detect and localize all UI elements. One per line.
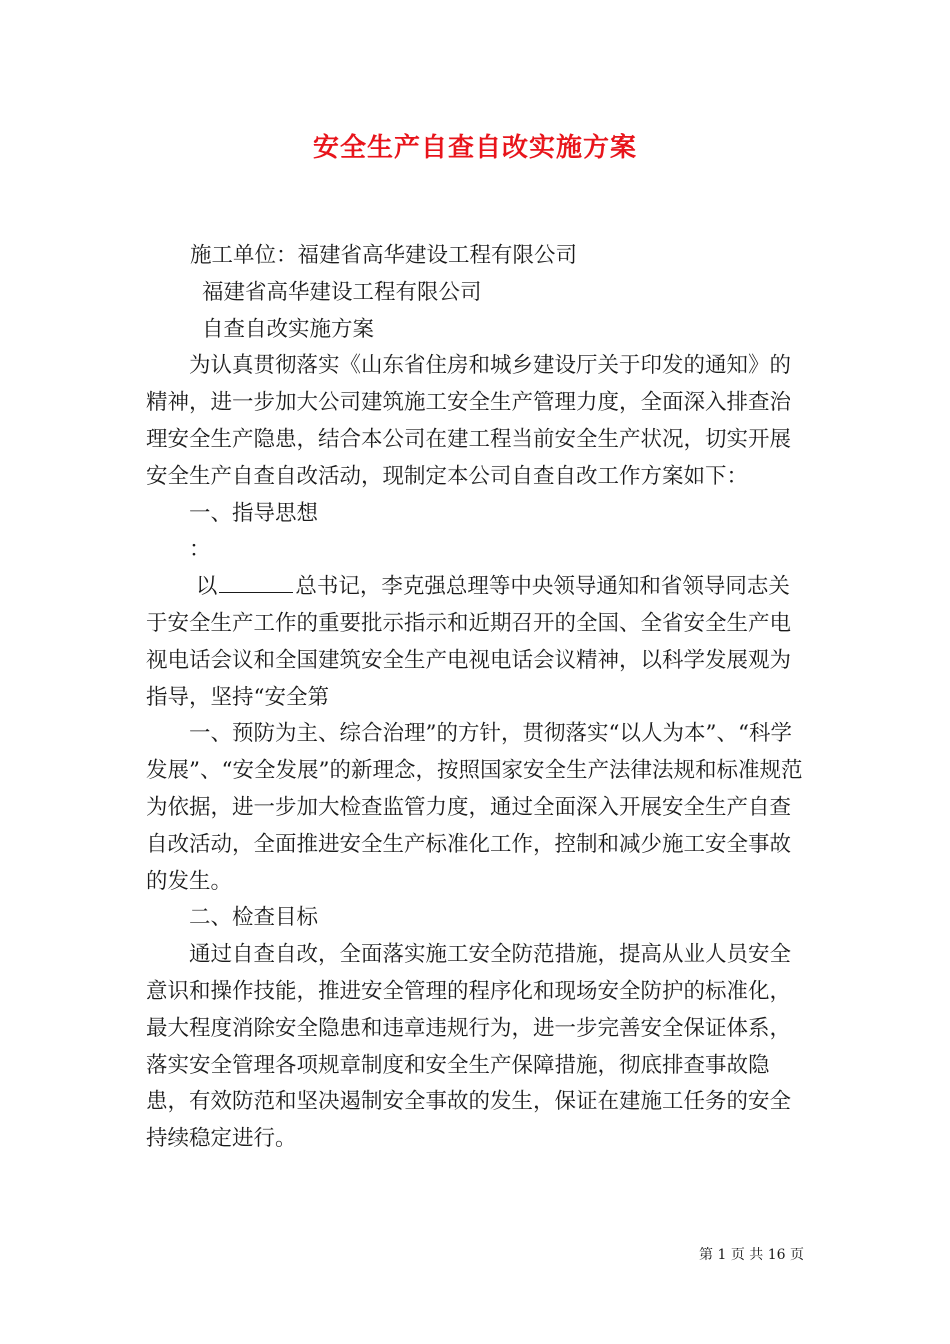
section2-heading: 二、检查目标 xyxy=(189,905,319,931)
section1-heading: 一、指导思想 xyxy=(189,500,319,526)
guide-prefix: 以 xyxy=(195,574,218,600)
fill-in-blank xyxy=(219,574,293,593)
document-body xyxy=(146,238,808,1158)
guide-continuation: 一、预防为主、综合治理”的方针，贯彻落实“以人为本”、“科学发展”、“安全发展”的新理念，按照国家安全生产法律法规和标准规范为依据，进一步加大检查监管力度，通过全面深入开展安全生产自查自改活动，全面推进安全生产标准化工作，控制和减少施工安全事故的发生。 xyxy=(146,721,803,894)
unit-line: 施工单位：福建省高华建设工程有限公司 xyxy=(190,243,578,268)
guide-rest: 总书记，李克强总理等中央领导通知和省领导同志关于安全生产工作的重要批示指示和近期召开的全国、全省安全生产电视电话会议和全国建筑安全生产电视电话会议精神，以科学发展观为指导，坚持“安全第 xyxy=(146,574,792,710)
document-title: 安全生产自查自改实施方案 xyxy=(312,133,637,163)
goal-paragraph: 通过自查自改，全面落实施工安全防范措施，提高从业人员安全意识和操作技能，推进安全管理的程序化和现场安全防护的标准化，最大程度消除安全隐患和违章违规行为，进一步完善安全保证体系，落实安全管理各项规章制度和安全生产保障措施，彻底排查事故隐患，有效防范和坚决遏制安全事故的发生，保证在建施工任务的安全持续稳定进行。 xyxy=(146,942,792,1152)
intro-paragraph: 为认真贯彻落实《山东省住房和城乡建设厅关于印发的通知》的精神，进一步加大公司建筑施工安全生产管理力度，全面深入排查治理安全生产隐患，结合本公司在建工程当前安全生产状况，切实开展安全生产自查自改活动，现制定本公司自查自改工作方案如下： xyxy=(146,353,792,489)
plan-line: 自查自改实施方案 xyxy=(202,316,375,342)
guide-paragraph xyxy=(146,569,808,716)
colon-line: ： xyxy=(189,537,211,563)
company-line: 福建省高华建设工程有限公司 xyxy=(202,279,482,305)
page-number-footer: 第 1 页 共 16 页 xyxy=(699,1247,804,1263)
